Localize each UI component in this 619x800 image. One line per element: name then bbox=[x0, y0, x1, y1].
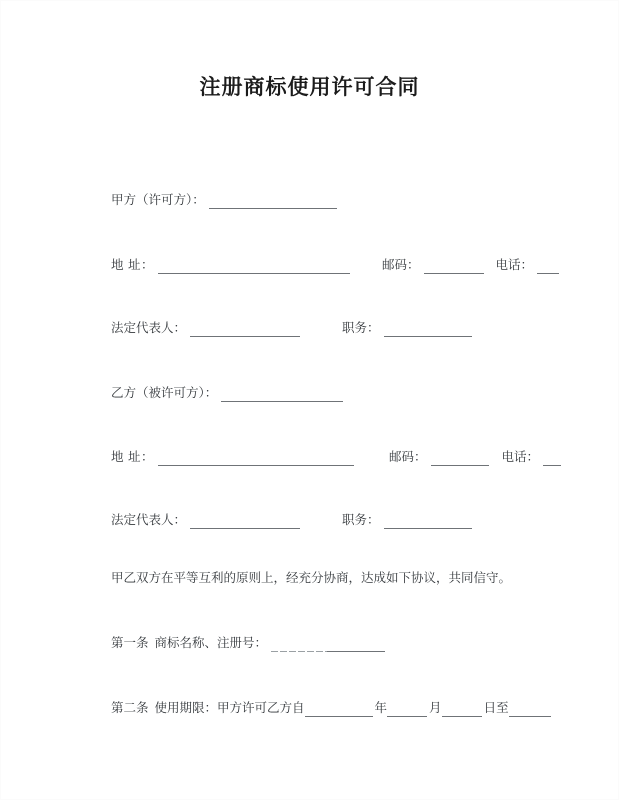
party-b-address-blank[interactable] bbox=[158, 452, 354, 466]
article-1-number: 第一条 bbox=[111, 636, 149, 650]
page-title: 注册商标使用许可合同 bbox=[199, 74, 420, 99]
party-b-postcode-label: 邮码： bbox=[388, 450, 427, 464]
article-2-text: 使用期限：甲方许可乙方自 bbox=[154, 701, 305, 715]
party-a-address-row bbox=[111, 256, 561, 274]
preamble-paragraph: 甲乙双方在平等互利的原则上，经充分协商，达成如下协议，共同信守。 bbox=[111, 571, 512, 585]
party-b-address-row bbox=[111, 448, 563, 466]
party-a-address-blank[interactable] bbox=[158, 260, 350, 274]
article-2-end-blank[interactable] bbox=[509, 703, 551, 717]
article-1-dashed-blank[interactable] bbox=[271, 639, 327, 652]
party-b-name-label: 乙方（被许可方）： bbox=[111, 386, 218, 400]
party-b-legal-rep-blank[interactable] bbox=[190, 515, 300, 529]
article-2-row bbox=[111, 699, 553, 717]
article-2-day-label: 日至 bbox=[483, 701, 509, 715]
party-a-position-blank[interactable] bbox=[384, 323, 472, 337]
party-b-postcode-blank[interactable] bbox=[431, 452, 489, 466]
party-b-name-blank[interactable] bbox=[221, 388, 343, 402]
party-a-phone-blank[interactable] bbox=[537, 260, 559, 274]
article-1-text: 商标名称、注册号： bbox=[154, 636, 268, 650]
article-2-start-month-blank[interactable] bbox=[387, 703, 427, 717]
party-a-phone-label: 电话： bbox=[495, 258, 534, 272]
article-2-start-year-blank[interactable] bbox=[305, 703, 373, 717]
party-b-position-blank[interactable] bbox=[384, 515, 472, 529]
article-1-row bbox=[111, 634, 387, 652]
party-b-position-label: 职务： bbox=[342, 513, 380, 527]
party-b-name-row bbox=[111, 384, 345, 402]
party-a-legal-rep-label: 法定代表人： bbox=[111, 321, 187, 335]
party-a-name-label: 甲方（许可方）： bbox=[111, 193, 205, 207]
party-b-legal-rep-label: 法定代表人： bbox=[111, 513, 187, 527]
party-a-legal-rep-blank[interactable] bbox=[190, 323, 300, 337]
article-2-number: 第二条 bbox=[111, 701, 149, 715]
article-1-value-blank[interactable] bbox=[327, 638, 385, 652]
party-a-name-blank[interactable] bbox=[209, 195, 337, 209]
article-2-month-label: 月 bbox=[429, 701, 442, 715]
party-a-position-label: 职务： bbox=[342, 321, 380, 335]
party-a-name-row bbox=[111, 191, 339, 209]
party-b-phone-blank[interactable] bbox=[543, 452, 561, 466]
article-2-year-label: 年 bbox=[374, 701, 388, 715]
party-a-postcode-label: 邮码： bbox=[381, 258, 420, 272]
party-a-address-label: 地 址： bbox=[111, 258, 154, 272]
party-a-legal-rep-row bbox=[111, 319, 474, 337]
party-b-address-label: 地 址： bbox=[111, 450, 154, 464]
party-b-phone-label: 电话： bbox=[501, 450, 540, 464]
article-2-start-day-blank[interactable] bbox=[442, 703, 482, 717]
party-b-legal-rep-row bbox=[111, 511, 474, 529]
party-a-postcode-blank[interactable] bbox=[424, 260, 484, 274]
